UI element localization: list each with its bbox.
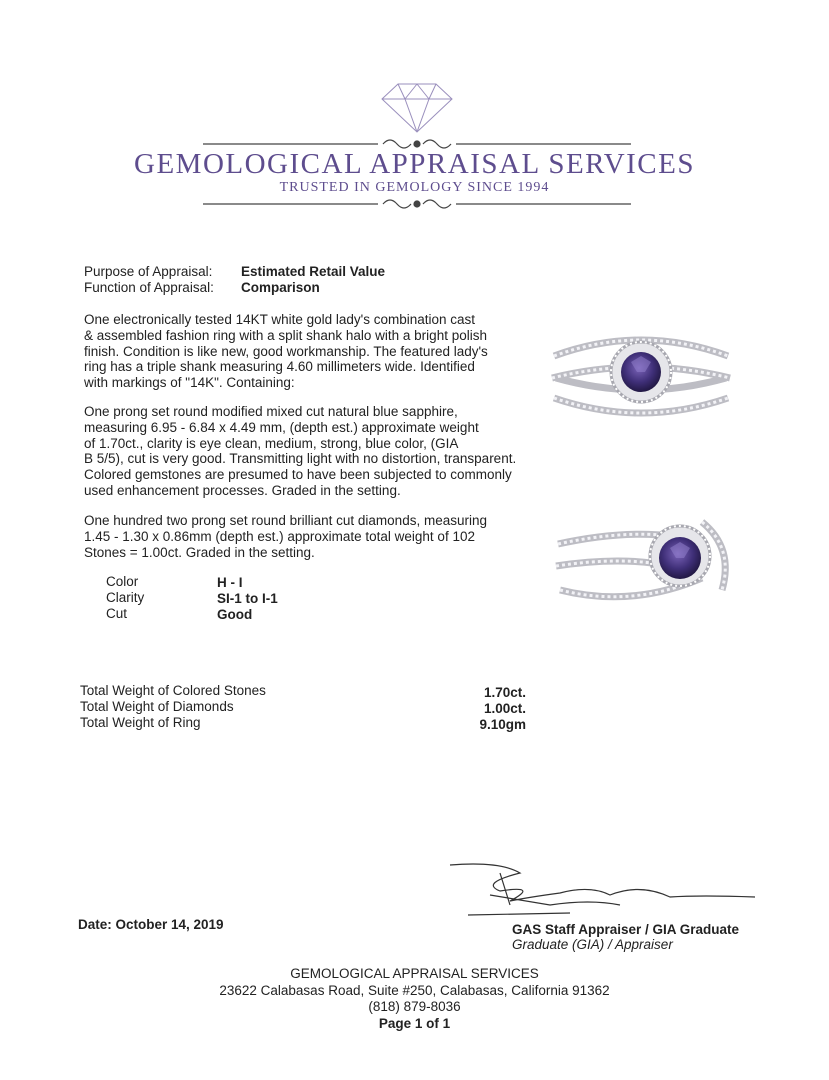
footer-phone: (818) 879-8036 (368, 999, 461, 1014)
function-value: Comparison (241, 280, 320, 295)
grade-label-clarity: Clarity (106, 590, 145, 605)
ring-angle-photo (552, 508, 742, 628)
footer-page-number: Page 1 of 1 (378, 1016, 451, 1031)
footer-company: GEMOLOGICAL APPRAISAL SERVICES (290, 966, 539, 981)
grade-label-cut: Cut (106, 606, 128, 621)
company-name: GEMOLOGICAL APPRAISAL SERVICES (134, 148, 695, 180)
ring-description: One electronically tested 14KT white gold lady's combination cast & assembled fashion ring with a split shank halo with a bright polish finish. Condition is like new, good workmanship. The featured lady's ring has a triple shank measuring 4.60 millimeters wide. Identified with markings of "14K". Containing: (84, 312, 488, 391)
function-label: Function of Appraisal: (84, 280, 214, 295)
grade-label-color: Color (106, 574, 139, 589)
purpose-value: Estimated Retail Value (241, 264, 386, 279)
top-ornament-rule (203, 140, 631, 148)
total-label-ring: Total Weight of Ring (80, 715, 201, 730)
total-value-colored: 1.70ct. (483, 685, 526, 700)
footer-address: 23622 Calabasas Road, Suite #250, Calabasas, California 91362 (219, 983, 610, 998)
total-label-colored: Total Weight of Colored Stones (80, 683, 266, 698)
appraiser-title: GAS Staff Appraiser / GIA Graduate (512, 922, 740, 937)
grade-value-clarity: SI-1 to I-1 (217, 591, 278, 606)
appraiser-signature (440, 855, 770, 925)
company-tagline: TRUSTED IN GEMOLOGY SINCE 1994 (279, 180, 550, 195)
diamond-description: One hundred two prong set round brilliant cut diamonds, measuring 1.45 - 1.30 x 0.86mm (depth est.) approximate total weight of 102 Stones = 1.00ct. Graded in the setting. (84, 513, 487, 560)
grade-value-color: H - I (217, 575, 243, 590)
total-label-diamonds: Total Weight of Diamonds (80, 699, 234, 714)
appraiser-subtitle: Graduate (GIA) / Appraiser (512, 937, 673, 952)
diamond-icon (382, 84, 452, 132)
purpose-label: Purpose of Appraisal: (84, 264, 213, 279)
total-value-diamonds: 1.00ct. (483, 701, 526, 716)
total-value-ring: 9.10gm (479, 717, 526, 732)
ring-front-photo (546, 316, 736, 436)
grade-value-cut: Good (217, 607, 253, 622)
bottom-ornament-rule (203, 200, 631, 208)
appraisal-date: Date: October 14, 2019 (78, 917, 224, 932)
sapphire-description: One prong set round modified mixed cut natural blue sapphire, measuring 6.95 - 6.84 x 4.49 mm, (depth est.) approximate weight of 1.70ct., clarity is eye clean, medium, strong, blue color, (GIA B 5/5), cut is very good. Transmitting light with no distortion, transparent. Colored gemstones are presumed to have been subjected to commonly used enhancement processes. Graded in the setting. (84, 404, 517, 498)
